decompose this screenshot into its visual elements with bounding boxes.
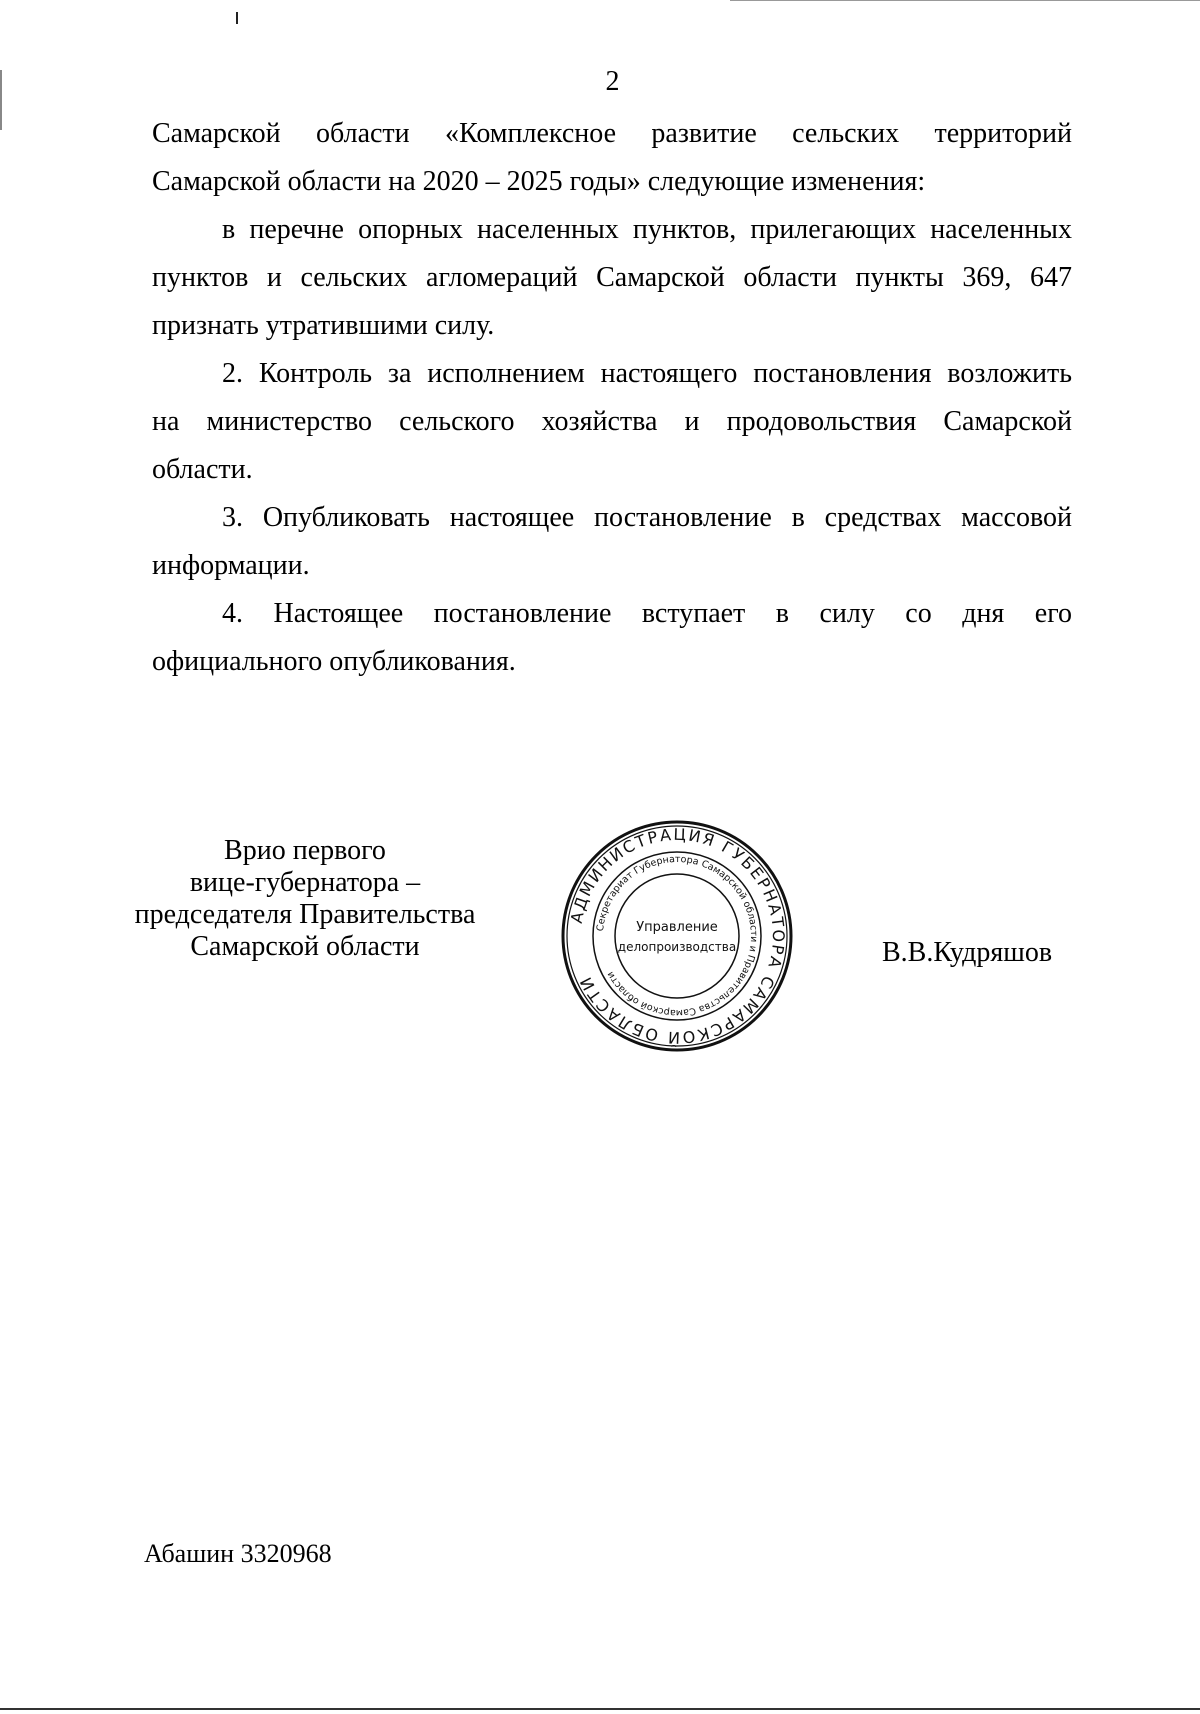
executor-contact: Абашин 3320968 bbox=[144, 1539, 332, 1568]
text-line: официального опубликования. bbox=[152, 646, 516, 677]
stamp-center-line-2: делопроизводства bbox=[617, 940, 737, 954]
paragraph-2 bbox=[152, 206, 1072, 350]
document-body bbox=[152, 110, 1072, 686]
paragraph-4 bbox=[152, 494, 1072, 590]
official-stamp bbox=[557, 816, 797, 1056]
scan-artifact bbox=[0, 1708, 1200, 1710]
text-line: информации. bbox=[152, 550, 310, 581]
text-line: Самарской области на 2020 – 2025 годы» следующие изменения: bbox=[152, 166, 926, 197]
stamp-inner-ring bbox=[615, 874, 739, 998]
text-line: 2. Контроль за исполнением настоящего постановления возложить bbox=[222, 358, 1072, 389]
paragraph-5 bbox=[152, 590, 1072, 686]
scan-artifact bbox=[730, 0, 1200, 1]
signatory-title-line: вице-губернатора – bbox=[189, 867, 421, 898]
signatory-title bbox=[120, 835, 490, 963]
text-line: на министерство сельского хозяйства и продовольствия Самарской bbox=[152, 406, 1072, 437]
stamp-middle-ring bbox=[593, 852, 761, 1020]
text-line: 3. Опубликовать настоящее постановление в средствах массовой bbox=[222, 502, 1072, 533]
signer-name: В.В.Кудряшов bbox=[882, 937, 1053, 968]
text-line: пунктов и сельских агломераций Самарской области пункты 369, 647 bbox=[152, 262, 1072, 293]
scan-artifact bbox=[236, 12, 238, 24]
text-line: области. bbox=[152, 454, 253, 485]
stamp-inner-ring-text: Секретариат Губернатора Самарской области и Правительства Самарской области bbox=[595, 853, 760, 1019]
paragraph-3 bbox=[152, 350, 1072, 494]
stamp-outer-text: АДМИНИСТРАЦИЯ ГУБЕРНАТОРА САМАРСКОЙ ОБЛАСТИ bbox=[566, 824, 789, 1048]
signatory-title-line: Врио первого bbox=[224, 835, 386, 866]
text-line: Самарской области «Комплексное развитие сельских территорий bbox=[152, 118, 1072, 149]
text-line: в перечне опорных населенных пунктов, прилегающих населенных bbox=[222, 214, 1072, 245]
signatory-title-line: председателя Правительства bbox=[134, 899, 476, 930]
stamp-center-line-1: Управление bbox=[636, 920, 718, 935]
text-line: признать утратившими силу. bbox=[152, 310, 495, 341]
paragraph-1 bbox=[152, 110, 1072, 206]
signatory-title-line: Самарской области bbox=[190, 931, 420, 962]
text-line: 4. Настоящее постановление вступает в силу со дня его bbox=[222, 598, 1072, 629]
page-number: 2 bbox=[605, 66, 620, 97]
